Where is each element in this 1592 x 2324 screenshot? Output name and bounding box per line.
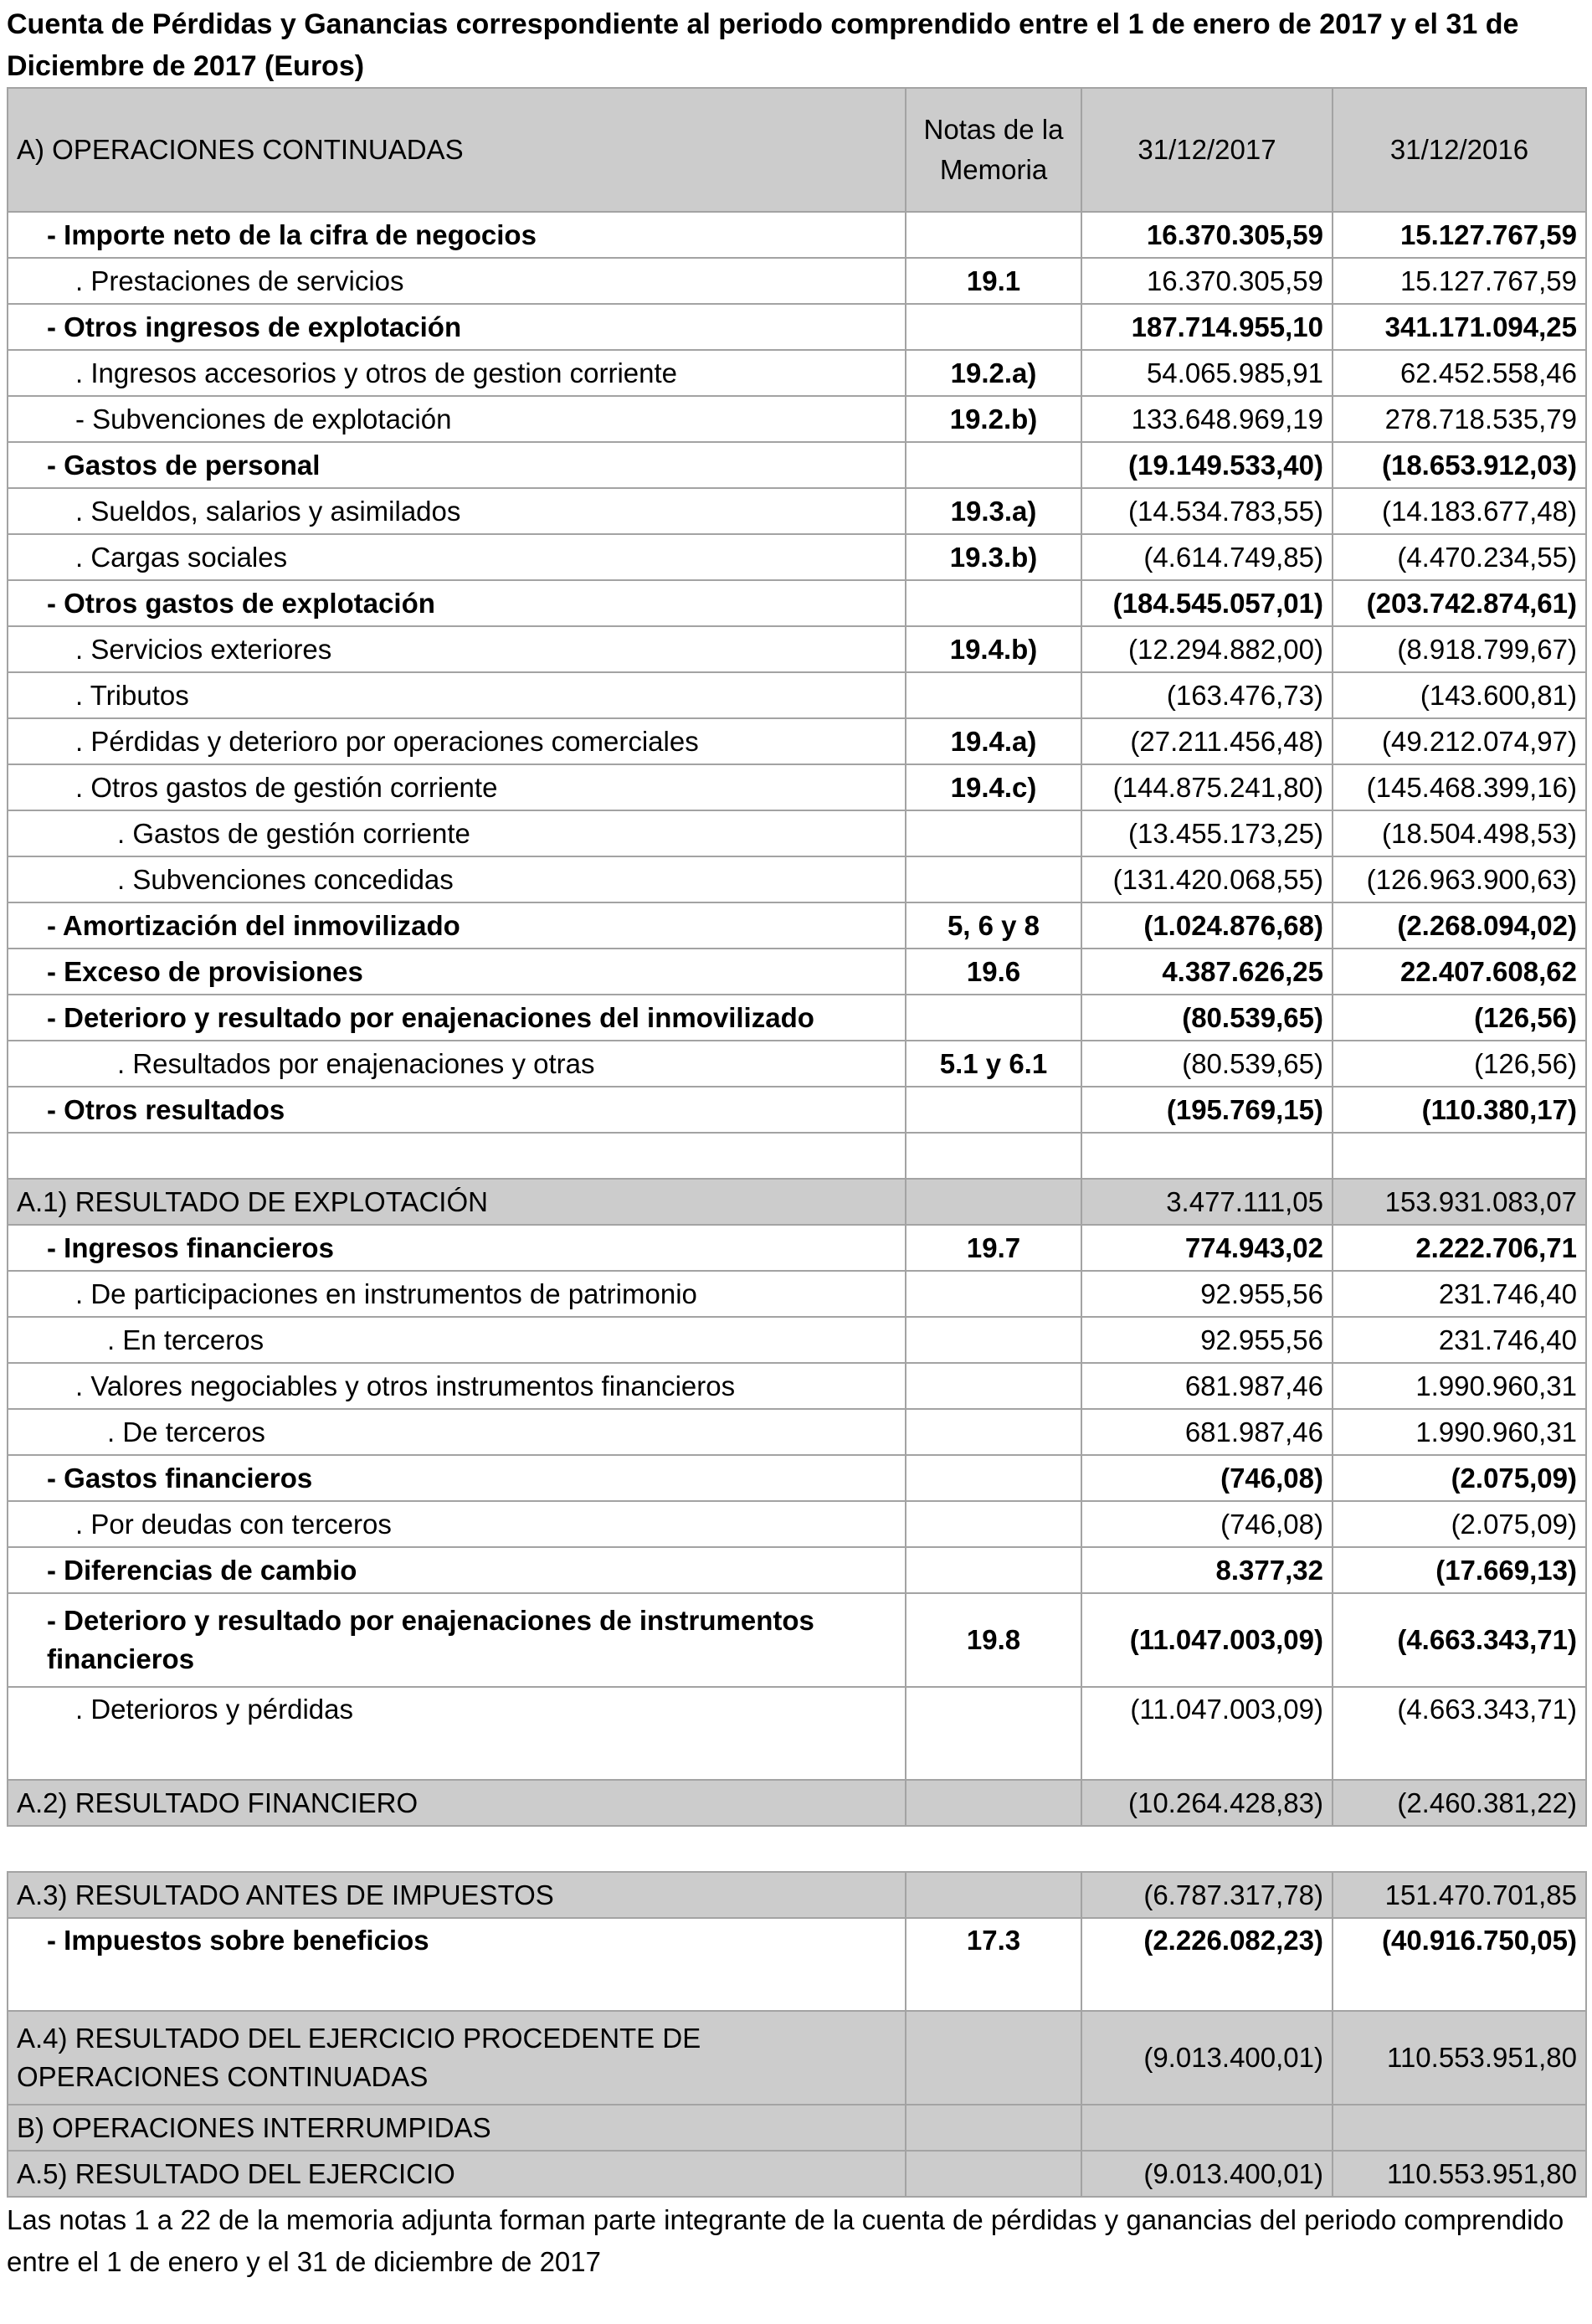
row-note: [906, 672, 1081, 718]
row-value-2016: (2.075,09): [1333, 1455, 1586, 1501]
row-value-2017: (13.455.173,25): [1081, 810, 1333, 856]
row-value-2016: (2.460.381,22): [1333, 1780, 1586, 1826]
table-row: [8, 1547, 1586, 1593]
table-row: [8, 534, 1586, 580]
row-value-2017: (1.024.876,68): [1081, 902, 1333, 949]
row-value-2016: (2.268.094,02): [1333, 902, 1586, 949]
row-note: [906, 1872, 1081, 1918]
row-note: 19.3.b): [906, 534, 1081, 580]
table-row: [8, 350, 1586, 396]
row-note: [906, 1271, 1081, 1317]
row-note: 19.7: [906, 1225, 1081, 1271]
row-note: [906, 212, 1081, 258]
row-value-2016: (4.470.234,55): [1333, 534, 1586, 580]
notes-column-header: Notas de la Memoria: [906, 88, 1081, 212]
row-value-2016: (4.663.343,71): [1333, 1687, 1586, 1780]
row-value-2016: 231.746,40: [1333, 1271, 1586, 1317]
row-value-2016: 15.127.767,59: [1333, 212, 1586, 258]
table-row: [8, 1271, 1586, 1317]
row-value-2017: 133.648.969,19: [1081, 396, 1333, 442]
row-value-2016: (143.600,81): [1333, 672, 1586, 718]
row-note: [906, 1179, 1081, 1225]
col-2016-header: 31/12/2016: [1333, 88, 1586, 212]
row-label: - Otros resultados: [8, 1087, 906, 1133]
table-row: [8, 856, 1586, 902]
row-value-2016: (8.918.799,67): [1333, 626, 1586, 672]
row-label: - Ingresos financieros: [8, 1225, 906, 1271]
row-note: 19.4.b): [906, 626, 1081, 672]
row-note: 19.6: [906, 949, 1081, 995]
row-label: . De participaciones en instrumentos de patrimonio: [8, 1271, 906, 1317]
table-header: [8, 88, 1586, 212]
row-note: [906, 1547, 1081, 1593]
row-note: 19.4.a): [906, 718, 1081, 764]
section-header: A) OPERACIONES CONTINUADAS: [8, 88, 906, 212]
table-row: [8, 304, 1586, 350]
row-note: 19.1: [906, 258, 1081, 304]
row-value-2017: (19.149.533,40): [1081, 442, 1333, 488]
row-note: [906, 1087, 1081, 1133]
row-value-2017: (195.769,15): [1081, 1087, 1333, 1133]
row-value-2017: (11.047.003,09): [1081, 1593, 1333, 1687]
row-value-2016: 1.990.960,31: [1333, 1363, 1586, 1409]
row-note: [906, 1363, 1081, 1409]
row-note: 19.3.a): [906, 488, 1081, 534]
row-label: - Amortización del inmovilizado: [8, 902, 906, 949]
table-row: [8, 1363, 1586, 1409]
row-label: . En terceros: [8, 1317, 906, 1363]
col-2017-header: 31/12/2017: [1081, 88, 1333, 212]
row-value-2017: (746,08): [1081, 1501, 1333, 1547]
table-row: [8, 442, 1586, 488]
table-row: [8, 1918, 1586, 2011]
table-row: [8, 1501, 1586, 1547]
row-value-2017: 4.387.626,25: [1081, 949, 1333, 995]
row-note: [906, 995, 1081, 1041]
row-label: . Servicios exteriores: [8, 626, 906, 672]
subtotal-row: [8, 1179, 1586, 1225]
row-value-2017: (80.539,65): [1081, 995, 1333, 1041]
row-label: . Sueldos, salarios y asimilados: [8, 488, 906, 534]
row-value-2016: [1333, 2105, 1586, 2151]
row-label: - Exceso de provisiones: [8, 949, 906, 995]
row-value-2016: (126,56): [1333, 1041, 1586, 1087]
row-label: . Otros gastos de gestión corriente: [8, 764, 906, 810]
table-row: [8, 626, 1586, 672]
row-value-2016: 62.452.558,46: [1333, 350, 1586, 396]
row-label: A.3) RESULTADO ANTES DE IMPUESTOS: [8, 1872, 906, 1918]
row-note: [906, 1409, 1081, 1455]
row-value-2016: (49.212.074,97): [1333, 718, 1586, 764]
row-value-2017: (9.013.400,01): [1081, 2011, 1333, 2105]
row-value-2016: (17.669,13): [1333, 1547, 1586, 1593]
subtotal-row: [8, 2011, 1586, 2105]
row-value-2017: 681.987,46: [1081, 1409, 1333, 1455]
row-value-2017: (80.539,65): [1081, 1041, 1333, 1087]
table-row: [8, 1409, 1586, 1455]
row-label: A.4) RESULTADO DEL EJERCICIO PROCEDENTE DE OPERACIONES CONTINUADAS: [8, 2011, 906, 2105]
row-label: . Subvenciones concedidas: [8, 856, 906, 902]
row-label: . Por deudas con terceros: [8, 1501, 906, 1547]
row-value-2017: 681.987,46: [1081, 1363, 1333, 1409]
table-row: [8, 718, 1586, 764]
row-label: . Tributos: [8, 672, 906, 718]
row-value-2017: 16.370.305,59: [1081, 258, 1333, 304]
row-value-2016: (126.963.900,63): [1333, 856, 1586, 902]
row-label: - Gastos de personal: [8, 442, 906, 488]
table-row: [8, 1455, 1586, 1501]
table-row: [8, 1317, 1586, 1363]
row-value-2017: 774.943,02: [1081, 1225, 1333, 1271]
row-value-2017: (4.614.749,85): [1081, 534, 1333, 580]
subtotal-row: [8, 1780, 1586, 1826]
row-value-2017: 8.377,32: [1081, 1547, 1333, 1593]
row-value-2016: (18.653.912,03): [1333, 442, 1586, 488]
row-note: [906, 1780, 1081, 1826]
row-note: [906, 856, 1081, 902]
row-note: [906, 580, 1081, 626]
row-note: [906, 810, 1081, 856]
row-value-2016: 278.718.535,79: [1333, 396, 1586, 442]
row-value-2017: (12.294.882,00): [1081, 626, 1333, 672]
page-title: Cuenta de Pérdidas y Ganancias correspondiente al periodo comprendido entre el 1 de enero de 2017 y el 31 de Diciembre de 2017 (Euros): [7, 8, 1519, 82]
subtotal-row: [8, 2151, 1586, 2197]
row-note: [906, 442, 1081, 488]
row-note: [906, 1317, 1081, 1363]
row-note: 17.3: [906, 1918, 1081, 2011]
row-value-2017: (27.211.456,48): [1081, 718, 1333, 764]
row-value-2016: (110.380,17): [1333, 1087, 1586, 1133]
row-value-2017: (144.875.241,80): [1081, 764, 1333, 810]
table-row: [8, 396, 1586, 442]
row-note: [906, 1501, 1081, 1547]
row-note: [906, 2011, 1081, 2105]
row-value-2016: (145.468.399,16): [1333, 764, 1586, 810]
table-row: [8, 1593, 1586, 1687]
table-row: [8, 1087, 1586, 1133]
row-value-2016: (14.183.677,48): [1333, 488, 1586, 534]
row-value-2016: (40.916.750,05): [1333, 1918, 1586, 2011]
table-row: [8, 1225, 1586, 1271]
row-note: [906, 1455, 1081, 1501]
spacer-row: [8, 1826, 1586, 1872]
row-label: . Pérdidas y deterioro por operaciones comerciales: [8, 718, 906, 764]
row-value-2017: 187.714.955,10: [1081, 304, 1333, 350]
row-value-2017: (14.534.783,55): [1081, 488, 1333, 534]
table-row: [8, 212, 1586, 258]
row-label: - Otros ingresos de explotación: [8, 304, 906, 350]
table-row: [8, 764, 1586, 810]
row-value-2017: 16.370.305,59: [1081, 212, 1333, 258]
table-row: [8, 995, 1586, 1041]
row-value-2016: 1.990.960,31: [1333, 1409, 1586, 1455]
row-value-2017: (184.545.057,01): [1081, 580, 1333, 626]
row-value-2016: (4.663.343,71): [1333, 1593, 1586, 1687]
row-note: [906, 1687, 1081, 1780]
row-value-2016: 153.931.083,07: [1333, 1179, 1586, 1225]
row-value-2016: 2.222.706,71: [1333, 1225, 1586, 1271]
row-value-2016: 110.553.951,80: [1333, 2011, 1586, 2105]
row-value-2017: (746,08): [1081, 1455, 1333, 1501]
table-row: [8, 488, 1586, 534]
row-note: 19.2.a): [906, 350, 1081, 396]
table-row: [8, 580, 1586, 626]
row-label: B) OPERACIONES INTERRUMPIDAS: [8, 2105, 906, 2151]
row-label: A.5) RESULTADO DEL EJERCICIO: [8, 2151, 906, 2197]
row-label: . Gastos de gestión corriente: [8, 810, 906, 856]
row-label: . Prestaciones de servicios: [8, 258, 906, 304]
row-label: A.1) RESULTADO DE EXPLOTACIÓN: [8, 1179, 906, 1225]
row-value-2016: 151.470.701,85: [1333, 1872, 1586, 1918]
footnote: Las notas 1 a 22 de la memoria adjunta forman parte integrante de la cuenta de pérdidas y ganancias del periodo comprendido entre el 1 de enero y el 31 de diciembre de 2017: [7, 2204, 1564, 2277]
row-label: - Importe neto de la cifra de negocios: [8, 212, 906, 258]
row-label: . Ingresos accesorios y otros de gestion corriente: [8, 350, 906, 396]
row-label: . De terceros: [8, 1409, 906, 1455]
row-value-2016: 231.746,40: [1333, 1317, 1586, 1363]
row-label: . Valores negociables y otros instrumentos financieros: [8, 1363, 906, 1409]
row-value-2016: 341.171.094,25: [1333, 304, 1586, 350]
row-value-2017: (163.476,73): [1081, 672, 1333, 718]
table-row: [8, 672, 1586, 718]
row-label: - Diferencias de cambio: [8, 1547, 906, 1593]
row-note: [906, 304, 1081, 350]
row-label: - Impuestos sobre beneficios: [8, 1918, 906, 2011]
row-value-2016: 15.127.767,59: [1333, 258, 1586, 304]
subtotal-row: [8, 1872, 1586, 1918]
row-note: 19.2.b): [906, 396, 1081, 442]
row-label: - Gastos financieros: [8, 1455, 906, 1501]
table-row: [8, 1041, 1586, 1087]
row-label: - Otros gastos de explotación: [8, 580, 906, 626]
row-note: 19.4.c): [906, 764, 1081, 810]
row-value-2017: 3.477.111,05: [1081, 1179, 1333, 1225]
row-value-2017: [1081, 2105, 1333, 2151]
row-label: A.2) RESULTADO FINANCIERO: [8, 1780, 906, 1826]
row-label: . Cargas sociales: [8, 534, 906, 580]
row-value-2016: (126,56): [1333, 995, 1586, 1041]
table-row: [8, 1687, 1586, 1780]
spacer-row: [8, 1133, 1586, 1179]
row-note: [906, 2151, 1081, 2197]
row-value-2016: 110.553.951,80: [1333, 2151, 1586, 2197]
row-value-2016: (18.504.498,53): [1333, 810, 1586, 856]
row-value-2016: 22.407.608,62: [1333, 949, 1586, 995]
row-value-2017: 92.955,56: [1081, 1271, 1333, 1317]
subtotal-row: [8, 2105, 1586, 2151]
row-label: - Deterioro y resultado por enajenaciones del inmovilizado: [8, 995, 906, 1041]
row-value-2017: (9.013.400,01): [1081, 2151, 1333, 2197]
row-note: 5, 6 y 8: [906, 902, 1081, 949]
row-value-2017: 54.065.985,91: [1081, 350, 1333, 396]
row-label: - Deterioro y resultado por enajenaciones de instrumentos financieros: [8, 1593, 906, 1687]
row-value-2017: (6.787.317,78): [1081, 1872, 1333, 1918]
table-row: [8, 258, 1586, 304]
row-note: [906, 2105, 1081, 2151]
row-note: 19.8: [906, 1593, 1081, 1687]
row-note: 5.1 y 6.1: [906, 1041, 1081, 1087]
row-label: - Subvenciones de explotación: [8, 396, 906, 442]
row-value-2016: (2.075,09): [1333, 1501, 1586, 1547]
row-value-2016: (203.742.874,61): [1333, 580, 1586, 626]
row-value-2017: (10.264.428,83): [1081, 1780, 1333, 1826]
row-value-2017: (11.047.003,09): [1081, 1687, 1333, 1780]
table-row: [8, 902, 1586, 949]
row-value-2017: (2.226.082,23): [1081, 1918, 1333, 2011]
row-value-2017: 92.955,56: [1081, 1317, 1333, 1363]
profit-loss-table: [7, 87, 1587, 2198]
row-label: . Deterioros y pérdidas: [8, 1687, 906, 1780]
document: [7, 0, 1585, 2283]
table-row: [8, 949, 1586, 995]
table-row: [8, 810, 1586, 856]
row-value-2017: (131.420.068,55): [1081, 856, 1333, 902]
row-label: . Resultados por enajenaciones y otras: [8, 1041, 906, 1087]
